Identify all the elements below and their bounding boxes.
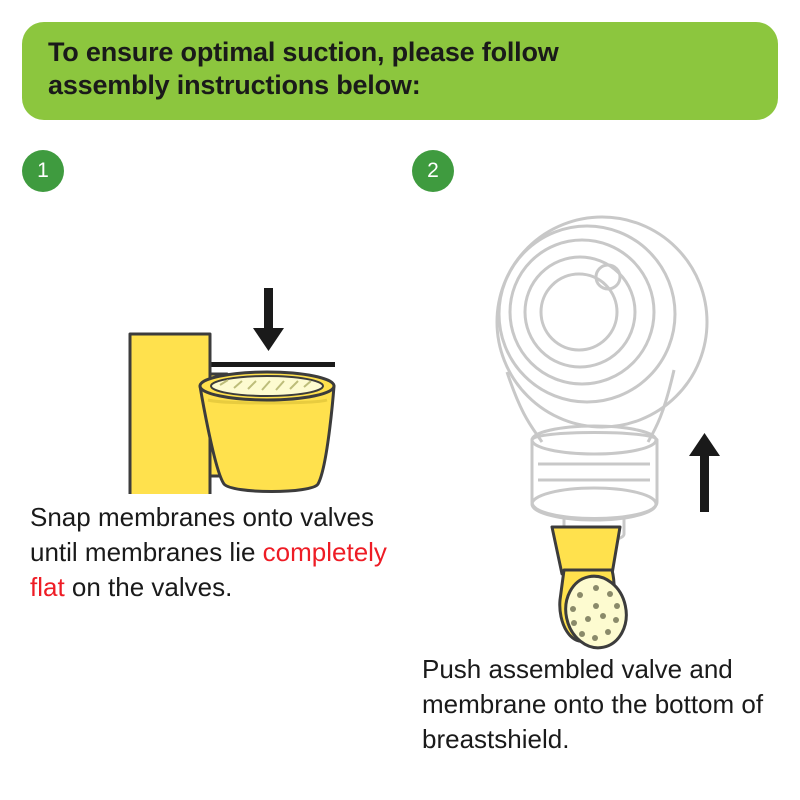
step-1-caption-after: on the valves. [64,572,233,603]
valve-membrane-assembly-icon [552,527,633,653]
step-1-caption-before: Snap membranes onto valves until membranes lie [30,501,374,567]
step-2-caption-text: Push assembled valve and membrane onto the bottom of breastshield. [422,653,764,755]
step-1-illustration [22,204,392,494]
membrane-icon [205,362,335,367]
step-1-caption [22,500,392,605]
banner-line-2: assembly instructions below: [48,69,421,100]
down-arrow-icon [253,288,284,351]
banner-line-1: To ensure optimal suction, please follow [48,37,559,67]
header-banner [22,22,778,120]
steps-container [22,150,778,790]
step-1-caption-highlight: completely flat [30,536,387,603]
step-2-diagram [412,202,800,662]
step-2-illustration [412,202,800,652]
step-2-number-badge: 2 [412,150,454,192]
step-1 [22,150,392,605]
step-1-diagram [22,204,392,494]
up-arrow-icon [689,433,720,512]
step-2 [412,150,800,757]
banner-heading [48,36,752,102]
valve-icon [130,334,334,494]
step-1-number-badge: 1 [22,150,64,192]
step-2-caption [412,652,800,757]
breastshield-icon [497,217,707,542]
